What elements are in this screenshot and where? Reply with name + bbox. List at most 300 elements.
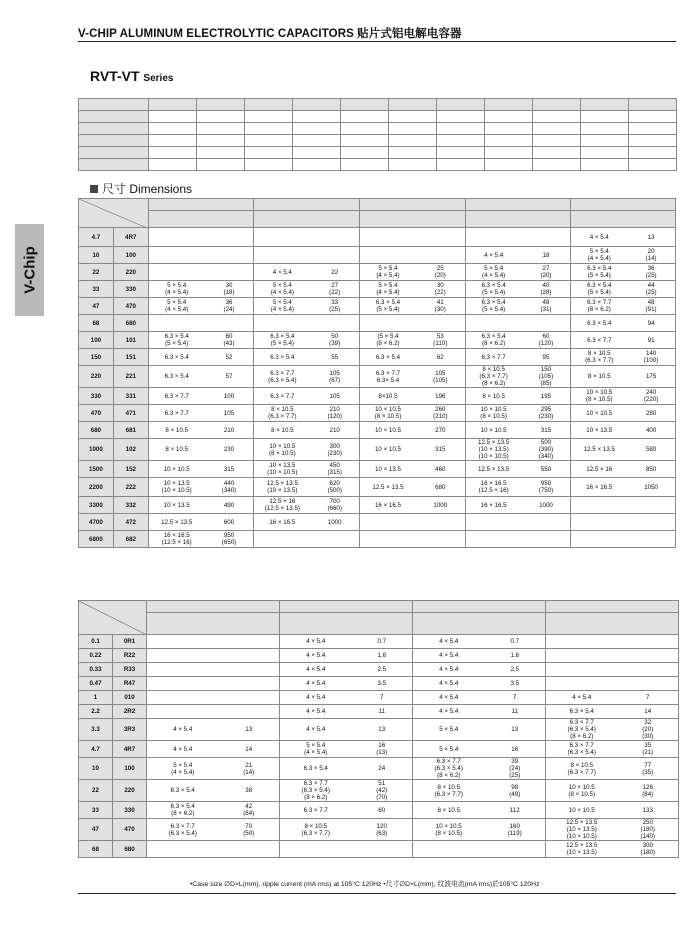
ripple-current-cell [522, 514, 571, 531]
dim-cell [581, 147, 629, 159]
ripple-current-cell: 22 [310, 264, 359, 281]
capacitance-cell: 1000 [79, 439, 114, 461]
ripple-current-cell: 91 [627, 332, 675, 349]
ripple-current-cell: 250 (180) (140) [618, 819, 679, 841]
side-tab-label: V-Chip [21, 246, 38, 294]
side-tab [15, 224, 44, 316]
ripple-current-cell: 77 (35) [618, 758, 679, 780]
case-size-cell: 4 × 5.4 [571, 228, 627, 247]
dim-cell [629, 123, 677, 135]
ripple-current-cell [416, 531, 465, 548]
ripple-current-cell: 490 [205, 497, 254, 514]
dim-cell [197, 147, 245, 159]
capacitance-cell: 4700 [79, 514, 114, 531]
dim-cell [293, 111, 341, 123]
volt-header-row [79, 199, 676, 211]
case-size-cell: 8 × 10.5 (6.3 × 7.7) [546, 758, 618, 780]
ripple-current-cell: 48 (91) [627, 298, 675, 315]
dim-cell [197, 159, 245, 171]
ripple-current-cell: 25 (20) [416, 264, 465, 281]
case-size-cell: 10 × 13.5 (10 × 10.5) [254, 461, 310, 478]
ripple-current-cell: 41 (30) [416, 298, 465, 315]
case-size-cell: 8 × 10.5 [571, 366, 627, 388]
dim-cell [629, 147, 677, 159]
case-size-cell: 8 × 10.5 [413, 802, 485, 819]
case-size-cell: 6.3 × 5.4 (8 × 6.2) [147, 802, 219, 819]
dim-head-cell [245, 99, 293, 111]
corner-cell [79, 199, 149, 228]
ripple-current-cell: 295 (230) [522, 405, 571, 422]
ripple-current-cell: 105 [205, 405, 254, 422]
ripple-current-cell: 70 (50) [219, 819, 280, 841]
case-size-cell: 6.3 × 7.7 [280, 802, 352, 819]
ripple-current-cell: 105 [310, 388, 359, 405]
case-size-cell: 16 × 16.5 [465, 497, 521, 514]
dim-cell [581, 123, 629, 135]
ripple-current-cell: 210 [205, 422, 254, 439]
ripple-current-cell: 2.5 [352, 663, 413, 677]
dim-head-cell [197, 99, 245, 111]
ripple-current-cell: 52 [205, 349, 254, 366]
capacitance-cell: 6800 [79, 531, 114, 548]
ripple-current-cell: 680 [416, 478, 465, 497]
case-size-cell: 12.5 × 13.5 (10 × 13.5) (10 × 10.5) [465, 439, 521, 461]
ripple-current-cell: 315 [522, 422, 571, 439]
ripple-current-cell: 450 (315) [310, 461, 359, 478]
case-size-cell: 6.3 × 7.7 [254, 388, 310, 405]
cap-code-cell: 470 [113, 298, 148, 315]
table-row [79, 780, 679, 802]
case-size-cell [147, 677, 219, 691]
ripple-current-cell [618, 635, 679, 649]
dim-cell [293, 159, 341, 171]
case-size-cell: 4 × 5.4 [413, 635, 485, 649]
table-row [79, 366, 676, 388]
case-size-cell: 5 × 5.4 (4 × 5.4) [360, 264, 416, 281]
dim-row [79, 123, 677, 135]
ripple-current-cell: 48 (31) [522, 298, 571, 315]
legend-case-size [413, 841, 485, 858]
volt-cell [413, 601, 546, 613]
table-row [79, 247, 676, 264]
case-size-cell [147, 663, 219, 677]
case-size-cell [465, 514, 521, 531]
table-row [79, 315, 676, 332]
ripple-current-cell: 280 [627, 405, 675, 422]
case-size-cell: 8 × 10.5 (6.3 × 7.7) [254, 405, 310, 422]
case-size-cell: 6.3 × 5.4 (5 × 5.4) [254, 332, 310, 349]
case-size-cell: 8 × 10.5 (6.3 × 7.7) (8 × 6.2) [465, 366, 521, 388]
dim-cell [149, 111, 197, 123]
dim-cell [485, 147, 533, 159]
cap-code-cell: R33 [113, 663, 147, 677]
case-size-cell [254, 531, 310, 548]
capacitance-cell: 1 [79, 691, 113, 705]
table-row [79, 388, 676, 405]
ripple-current-cell: 210 [310, 422, 359, 439]
ripple-current-cell: 11 [485, 705, 546, 719]
case-size-cell: 12.5 × 13.5 [571, 439, 627, 461]
dim-row [79, 111, 677, 123]
cap-code-cell: 101 [113, 332, 148, 349]
cap-code-cell: 3R3 [113, 719, 147, 741]
volt-code-cell [280, 613, 413, 635]
volt-code-cell [147, 613, 280, 635]
cap-code-cell: 330 [113, 802, 147, 819]
volt-code-cell [254, 211, 360, 228]
dim-cell [293, 123, 341, 135]
case-size-cell: 6.3 × 7.7 6.3× 5.4 [360, 366, 416, 388]
ripple-current-cell: 20 (14) [627, 247, 675, 264]
cap-code-cell: 100 [113, 758, 147, 780]
case-size-cell: 12.5 × 13.5 [465, 461, 521, 478]
table-row [79, 531, 676, 548]
volt-cell [571, 199, 676, 211]
capacitance-cell: 2.2 [79, 705, 113, 719]
case-size-cell [360, 315, 416, 332]
corner-cell [79, 601, 147, 635]
dim-cell [533, 159, 581, 171]
dim-head-cell [629, 99, 677, 111]
dim-cell [389, 147, 437, 159]
cap-code-cell: 102 [113, 439, 148, 461]
ripple-current-cell [205, 228, 254, 247]
ripple-current-cell: 600 [205, 514, 254, 531]
table-row [79, 819, 679, 841]
ripple-current-cell: 300 (180) [618, 841, 679, 858]
capacitor-table-high-voltage [78, 600, 679, 858]
case-size-cell: 6.3 × 7.7 [465, 349, 521, 366]
cap-code-cell: 0R1 [113, 635, 147, 649]
ripple-current-cell: 27 (20) [522, 264, 571, 281]
ripple-current-cell: 60 [352, 802, 413, 819]
case-size-cell: 16 × 16.5 [571, 478, 627, 497]
capacitance-cell: 10 [79, 247, 114, 264]
corner-diagonal [79, 601, 147, 635]
ripple-current-cell [416, 247, 465, 264]
case-size-cell: 6.3 × 7.7 (6.3 × 5.4) (8 × 6.2) [413, 758, 485, 780]
case-size-cell [254, 228, 310, 247]
case-size-cell: 6.3 × 5.4 [280, 758, 352, 780]
code-header-row [79, 211, 676, 228]
dim-cell [533, 135, 581, 147]
dim-head-cell [149, 99, 197, 111]
ripple-current-cell: 230 [205, 439, 254, 461]
volt-code-cell [413, 613, 546, 635]
case-size-cell: 5 × 5.4 [413, 741, 485, 758]
case-size-cell: 4 × 5.4 [413, 705, 485, 719]
dim-cell [341, 135, 389, 147]
table-row [79, 635, 679, 649]
case-size-cell: 10 × 10.5 (8 × 10.5) [254, 439, 310, 461]
table-row [79, 298, 676, 315]
case-size-cell: 10 × 13.5 [148, 497, 204, 514]
case-size-cell [465, 531, 521, 548]
case-size-cell: 12.5 × 13.5 (10 × 13.5) [254, 478, 310, 497]
ripple-current-cell [219, 663, 280, 677]
dim-cell [341, 147, 389, 159]
table-row [79, 719, 679, 741]
case-size-cell: 6.3 × 5.4 [147, 780, 219, 802]
ripple-current-cell: 315 [205, 461, 254, 478]
ripple-current-cell: 32 (20) (30) [618, 719, 679, 741]
ripple-current-cell: 98 (49) [485, 780, 546, 802]
ripple-current-cell: 95 [522, 349, 571, 366]
case-size-cell: 10 × 10.5 [571, 405, 627, 422]
case-size-cell [147, 691, 219, 705]
case-size-cell: 5 × 5.4 (4 × 5.4) [360, 281, 416, 298]
ripple-current-cell [416, 315, 465, 332]
ripple-current-cell: 850 [627, 461, 675, 478]
ripple-current-cell: 140 (100) [627, 349, 675, 366]
dim-cell [437, 123, 485, 135]
ripple-current-cell [219, 841, 280, 858]
case-size-cell [148, 228, 204, 247]
dim-cell [245, 159, 293, 171]
capacitance-cell: 3.3 [79, 719, 113, 741]
case-size-cell: 8×10.5 [360, 388, 416, 405]
case-size-cell: 8 × 10.5 [465, 388, 521, 405]
capacitance-cell: 10 [79, 758, 113, 780]
capacitance-cell: 0.1 [79, 635, 113, 649]
capacitance-cell: 470 [79, 405, 114, 422]
case-size-cell [360, 247, 416, 264]
capacitance-cell: 47 [79, 819, 113, 841]
capacitance-cell: 47 [79, 298, 114, 315]
dim-cell [629, 159, 677, 171]
case-size-cell: 5 × 5.4 [413, 719, 485, 741]
ripple-current-cell: 36 (25) [627, 264, 675, 281]
ripple-current-cell [205, 264, 254, 281]
ripple-current-cell: 35 (21) [618, 741, 679, 758]
table-row [79, 758, 679, 780]
ripple-current-cell [219, 691, 280, 705]
capacitance-cell: 22 [79, 780, 113, 802]
ripple-current-cell: 105 (105) [416, 366, 465, 388]
case-size-cell: 10 × 10.5 [465, 422, 521, 439]
case-size-cell: 12.5 × 13.5 [148, 514, 204, 531]
volt-code-cell [360, 211, 466, 228]
ripple-current-cell: 175 [627, 366, 675, 388]
ripple-current-cell [627, 531, 675, 548]
dim-head-cell [293, 99, 341, 111]
ripple-current-cell: 1000 [522, 497, 571, 514]
ripple-current-cell [618, 663, 679, 677]
volt-header-row [79, 601, 679, 613]
cap-code-cell: 680 [113, 841, 147, 858]
ripple-current-cell: 24 [352, 758, 413, 780]
table-row [79, 478, 676, 497]
case-size-cell: 5 × 5.4 (4 × 5.4) [280, 741, 352, 758]
case-size-cell: 10 × 10.5 (8 × 10.5) [546, 780, 618, 802]
dim-cell [149, 159, 197, 171]
case-size-cell: 6.3 × 7.7 (6.3 × 5.4) [254, 366, 310, 388]
dim-cell [341, 123, 389, 135]
ripple-current-cell: 7 [618, 691, 679, 705]
dim-cell [293, 135, 341, 147]
table-row [79, 332, 676, 349]
dim-cell [629, 135, 677, 147]
ripple-current-cell: 16 [485, 741, 546, 758]
ripple-current-cell: 36 (24) [205, 298, 254, 315]
case-size-cell: 6.3 × 5.4 (5 × 5.4) [465, 298, 521, 315]
case-size-cell: 4 × 5.4 [413, 663, 485, 677]
case-size-cell [148, 247, 204, 264]
case-size-cell: 6.3 × 5.4 (8 × 6.2) [465, 332, 521, 349]
case-size-cell: 16 × 16.5 (12.5 × 16) [465, 478, 521, 497]
capacitance-cell: 68 [79, 315, 114, 332]
capacitance-cell: 4.7 [79, 228, 114, 247]
case-size-cell: 12.5 × 13.5 [360, 478, 416, 497]
dimensions-title: 尺寸 Dimensions [102, 182, 193, 196]
table-row [79, 349, 676, 366]
dim-cell [149, 147, 197, 159]
capacitance-cell: 33 [79, 802, 113, 819]
case-size-cell: 4 × 5.4 [254, 264, 310, 281]
footer-rule [78, 893, 676, 894]
capacitance-cell: 22 [79, 264, 114, 281]
dim-cell [389, 159, 437, 171]
ripple-current-cell: 14 [618, 705, 679, 719]
ripple-current-cell: 51 (42) (70) [352, 780, 413, 802]
ripple-current-cell: 100 [205, 388, 254, 405]
case-size-cell: 10 × 10.5 [148, 461, 204, 478]
dim-cell [389, 135, 437, 147]
case-size-cell: 5 × 5.4 (4 × 5.4) [465, 264, 521, 281]
legend-ripple [627, 514, 675, 531]
volt-cell [546, 601, 679, 613]
case-size-cell: 6.3 × 5.4 (5 × 5.4) [360, 298, 416, 315]
dim-cell [437, 111, 485, 123]
cap-code-cell: 100 [113, 247, 148, 264]
case-size-cell: 6.3 × 7.7 [148, 388, 204, 405]
table-row [79, 741, 679, 758]
dim-row-label [79, 159, 149, 171]
dimensions-heading [90, 180, 192, 197]
case-size-cell: 10 × 13.5 (10 × 10.5) [148, 478, 204, 497]
case-size-cell: 4 × 5.4 [147, 741, 219, 758]
case-size-cell: 5 × 5.4 (4 × 5.4) [148, 298, 204, 315]
capacitance-cell: 1500 [79, 461, 114, 478]
capacitance-cell: 0.33 [79, 663, 113, 677]
case-size-cell: 10 × 10.5 (8 × 10.5) [360, 405, 416, 422]
ripple-current-cell: 30 (22) [416, 281, 465, 298]
ripple-current-cell: 1050 [627, 478, 675, 497]
ripple-current-cell [618, 677, 679, 691]
ripple-current-cell: 44 (25) [627, 281, 675, 298]
dim-cell [581, 111, 629, 123]
ripple-current-cell: 53 (110) [416, 332, 465, 349]
series-title [90, 68, 173, 84]
dim-row [79, 135, 677, 147]
case-size-cell: 4 × 5.4 [465, 247, 521, 264]
dim-row-label [79, 135, 149, 147]
volt-code-cell [148, 211, 254, 228]
case-size-cell [546, 649, 618, 663]
dim-cell [533, 123, 581, 135]
cap-code-cell: 332 [113, 497, 148, 514]
case-size-cell: 16 × 16.5 (12.5 × 16) [148, 531, 204, 548]
capacitance-cell: 33 [79, 281, 114, 298]
ripple-current-cell [219, 635, 280, 649]
ripple-current-cell: 13 [219, 719, 280, 741]
case-size-cell: 10 × 10.5 (8 × 10.5) [465, 405, 521, 422]
ripple-current-cell: 400 [627, 422, 675, 439]
case-size-cell [546, 635, 618, 649]
dim-cell [581, 159, 629, 171]
case-size-cell: 4 × 5.4 [280, 663, 352, 677]
ripple-current-cell: 950 (650) [205, 531, 254, 548]
page-header-title: V-CHIP ALUMINUM ELECTROLYTIC CAPACITORS 贴片式铝电解电容器 [78, 28, 462, 40]
case-size-cell: 5 × 5.4 (4 × 5.4) [571, 247, 627, 264]
case-size-cell: 4 × 5.4 [280, 705, 352, 719]
case-size-cell [148, 264, 204, 281]
ripple-current-cell: 57 [205, 366, 254, 388]
volt-cell [147, 601, 280, 613]
table-row [79, 461, 676, 478]
ripple-current-cell: 260 (210) [416, 405, 465, 422]
ripple-current-cell: 460 [416, 461, 465, 478]
capacitance-cell: 68 [79, 841, 113, 858]
ripple-current-cell: 94 [627, 315, 675, 332]
ripple-current-cell [352, 841, 413, 858]
case-size-cell: 4 × 5.4 [413, 649, 485, 663]
case-size-cell [254, 315, 310, 332]
case-size-cell [147, 841, 219, 858]
ripple-current-cell: 1000 [416, 497, 465, 514]
table-row [79, 228, 676, 247]
case-size-cell: 5 × 5.4 (4 × 5.4) [254, 298, 310, 315]
cap-code-cell: 331 [113, 388, 148, 405]
dim-cell [485, 159, 533, 171]
case-size-cell: 6.3 × 7.7 [148, 405, 204, 422]
case-size-cell: 8 × 10.5 (6.3 × 7.7) [413, 780, 485, 802]
case-size-cell: 6.3 × 7.7 (6.3 × 5.4) (8 × 6.2) [280, 780, 352, 802]
corner-diagonal [79, 199, 147, 228]
ripple-current-cell: 2.5 [485, 663, 546, 677]
dim-cell [197, 135, 245, 147]
case-size-cell: 10 × 10.5 [546, 802, 618, 819]
capacitance-cell: 680 [79, 422, 114, 439]
ripple-current-cell [627, 497, 675, 514]
dim-cell [149, 123, 197, 135]
case-size-cell: 10 × 10.5 (8 × 10.5) [413, 819, 485, 841]
table-row [79, 422, 676, 439]
volt-cell [254, 199, 360, 211]
ripple-current-cell: 13 [352, 719, 413, 741]
case-size-cell: 6.3 × 7.7 (6.3 × 5.4) (8 × 6.2) [546, 719, 618, 741]
ripple-current-cell: 3.5 [352, 677, 413, 691]
cap-code-cell: 4R7 [113, 228, 148, 247]
cap-code-cell: 152 [113, 461, 148, 478]
legend-ripple [485, 841, 546, 858]
ripple-current-cell: 950 (750) [522, 478, 571, 497]
case-size-cell: 6.3 × 5.4 [254, 349, 310, 366]
cap-code-cell: 681 [113, 422, 148, 439]
case-size-cell [147, 705, 219, 719]
case-size-cell: 6.3 × 5.4 [148, 366, 204, 388]
ripple-current-cell: 60 (43) [205, 332, 254, 349]
case-size-cell: 16 × 16.5 [254, 514, 310, 531]
dim-head-cell [533, 99, 581, 111]
case-size-cell: 5 × 5.4 (4 × 5.4) [147, 758, 219, 780]
case-size-cell: 8 × 10.5 (6.3 × 7.7) [280, 819, 352, 841]
ripple-current-cell: 21 (14) [219, 758, 280, 780]
capacitance-cell: 4.7 [79, 741, 113, 758]
case-size-cell: 6.3 × 5.4 (5 × 5.4) [465, 281, 521, 298]
case-size-cell: 10 × 13.5 [360, 461, 416, 478]
ripple-current-cell: 30 (18) [205, 281, 254, 298]
